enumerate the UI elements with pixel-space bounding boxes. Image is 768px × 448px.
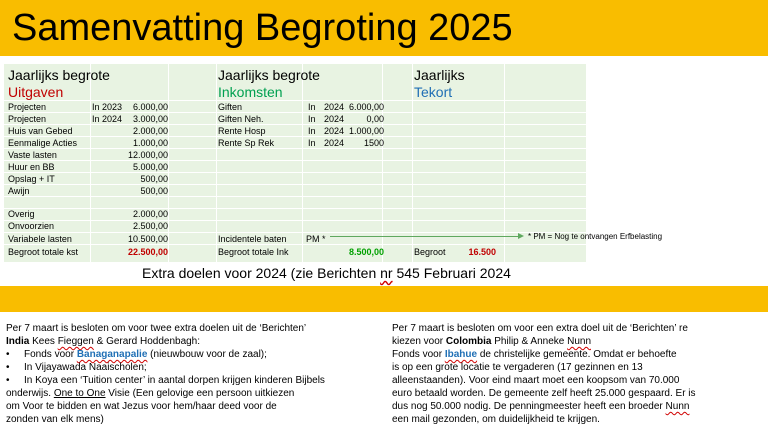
divider-banner bbox=[0, 286, 768, 312]
place-banaganapalie: Banaganapalie bbox=[76, 349, 148, 360]
right-text: Fonds voor bbox=[392, 349, 445, 360]
names-text: & Gerard Hoddenbagh: bbox=[93, 336, 201, 347]
uitgaven-total-label: Begroot totale kst bbox=[8, 247, 79, 257]
uitgaven-label: Huis van Gebed bbox=[8, 126, 73, 136]
inkomsten-label: Rente Sp Rek bbox=[218, 138, 275, 148]
table-gridline bbox=[4, 220, 586, 221]
country-colombia: Colombia bbox=[445, 336, 492, 347]
uitgaven-total-value: 22.500,00 bbox=[127, 247, 168, 257]
uitgaven-label: Vaste lasten bbox=[8, 150, 57, 160]
right-text: Philip & Anneke bbox=[491, 336, 568, 347]
table-gridline bbox=[4, 172, 586, 173]
inkomsten-total-label: Begroot totale Ink bbox=[218, 247, 289, 257]
uitgaven-value: 1.000,00 bbox=[132, 138, 168, 148]
right-line: euro betaald worden. De gemeente zelf heeft 25.000 gespaard. Er is bbox=[392, 388, 696, 399]
inkomsten-year: 2024 bbox=[324, 102, 345, 112]
uitgaven-value: 2.000,00 bbox=[132, 126, 168, 136]
incidentele-value: PM * bbox=[306, 234, 326, 244]
inkomsten-year: 2024 bbox=[324, 114, 345, 124]
bullet-icon: • bbox=[6, 362, 10, 373]
inkomsten-header: Inkomsten bbox=[218, 84, 283, 100]
uitgaven-label: Huur en BB bbox=[8, 162, 55, 172]
left-names-line bbox=[6, 335, 382, 348]
list-item bbox=[6, 348, 382, 361]
left-description bbox=[6, 322, 382, 426]
inkomsten-value: 0,00 bbox=[366, 114, 384, 124]
bullet-text: Visie (Een gelovige een persoon uitkiezen bbox=[105, 388, 295, 399]
inkomsten-value: 1500 bbox=[363, 138, 384, 148]
inkomsten-in: In bbox=[308, 102, 316, 112]
inkomsten-in: In bbox=[308, 138, 316, 148]
inkomsten-header-line1: Jaarlijks begrote bbox=[218, 67, 320, 83]
extra-title-nr: nr bbox=[380, 265, 393, 281]
uitgaven-value: 2.000,00 bbox=[132, 209, 168, 219]
inkomsten-year: 2024 bbox=[324, 126, 345, 136]
incidentele-label: Incidentele baten bbox=[218, 234, 287, 244]
uitgaven-label: Opslag + IT bbox=[8, 174, 55, 184]
name-fieggen: Fieggen bbox=[57, 336, 94, 347]
uitgaven-value: 500,00 bbox=[140, 174, 168, 184]
name-nunn: Nunn bbox=[567, 336, 591, 347]
country-india: India bbox=[6, 336, 30, 347]
pm-arrow-line bbox=[330, 236, 522, 237]
inkomsten-label: Giften bbox=[218, 102, 243, 112]
page-title: Samenvatting Begroting 2025 bbox=[12, 7, 513, 49]
table-gridline bbox=[4, 100, 586, 101]
tekort-total-value: 16.500 bbox=[468, 247, 496, 257]
uitgaven-note: In 2023 bbox=[92, 102, 123, 112]
uitgaven-value: 3.000,00 bbox=[132, 114, 168, 124]
inkomsten-label: Rente Hosp bbox=[218, 126, 266, 136]
title-banner bbox=[0, 0, 768, 56]
list-item bbox=[6, 361, 382, 374]
uitgaven-header-line1: Jaarlijks begrote bbox=[8, 67, 110, 83]
table-gridline bbox=[4, 244, 586, 245]
bullet-text: (nieuwbouw voor de zaal); bbox=[147, 349, 267, 360]
uitgaven-value: 10.500,00 bbox=[127, 234, 168, 244]
table-gridline bbox=[4, 160, 586, 161]
uitgaven-label: Projecten bbox=[8, 114, 47, 124]
list-item bbox=[6, 374, 382, 387]
uitgaven-value: 2.500,00 bbox=[132, 221, 168, 231]
inkomsten-in: In bbox=[308, 114, 316, 124]
inkomsten-value: 6.000,00 bbox=[348, 102, 384, 112]
uitgaven-value: 6.000,00 bbox=[132, 102, 168, 112]
uitgaven-label: Awijn bbox=[8, 186, 30, 196]
table-gridline bbox=[4, 232, 586, 233]
tekort-header-line1: Jaarlijks bbox=[414, 67, 465, 83]
uitgaven-label: Variabele lasten bbox=[8, 234, 72, 244]
inkomsten-total-value: 8.500,00 bbox=[348, 247, 384, 257]
table-gridline bbox=[4, 136, 586, 137]
uitgaven-value: 500,00 bbox=[140, 186, 168, 196]
bullet-text: onderwijs. bbox=[6, 388, 54, 399]
uitgaven-value: 12.000,00 bbox=[127, 150, 168, 160]
bullet-icon: • bbox=[6, 349, 10, 360]
table-gridline bbox=[4, 208, 586, 209]
extra-title-pre: Extra doelen voor 2024 (zie Berichten bbox=[142, 265, 381, 281]
right-line: alleenstaanden). Voor eind maart moet een koopsom van 70.000 bbox=[392, 375, 680, 386]
right-line: een mail gezonden, om duidelijkheid te krijgen. bbox=[392, 414, 600, 425]
inkomsten-year: 2024 bbox=[324, 138, 345, 148]
right-text: dus nog 50.000 nodig. De penningmeester heeft een broeder bbox=[392, 401, 666, 412]
inkomsten-in: In bbox=[308, 126, 316, 136]
uitgaven-label: Eenmalige Acties bbox=[8, 138, 78, 148]
extra-doelen-title bbox=[142, 264, 511, 282]
table-gridline bbox=[4, 196, 586, 197]
bullet-continuation: om Voor te bidden en wat Jezus voor hem/haar deed voor de bbox=[6, 401, 277, 412]
uitgaven-note: In 2024 bbox=[92, 114, 123, 124]
names-text: Kees bbox=[29, 336, 58, 347]
bullet-continuation: zonden van elk mens) bbox=[6, 414, 104, 425]
uitgaven-label: Overig bbox=[8, 209, 35, 219]
right-line bbox=[392, 400, 764, 413]
uitgaven-value: 5.000,00 bbox=[132, 162, 168, 172]
right-text: kiezen voor bbox=[392, 336, 446, 347]
inkomsten-value: 1.000,00 bbox=[348, 126, 384, 136]
table-gridline bbox=[4, 148, 586, 149]
name-nunn: Nunn bbox=[665, 401, 690, 412]
pm-note: * PM = Nog te ontvangen Erfbelasting bbox=[528, 232, 663, 241]
arrow-right-icon bbox=[518, 233, 524, 239]
right-text: de christelijke gemeente. Omdat er behoefte bbox=[477, 349, 677, 360]
bullet-icon: • bbox=[6, 375, 10, 386]
right-line bbox=[392, 348, 764, 361]
left-intro: Per 7 maart is besloten om voor twee extra doelen uit de ‘Berichten’ bbox=[6, 323, 307, 334]
table-gridline bbox=[4, 184, 586, 185]
bullet-text: In Vijayawada Naaischolen; bbox=[24, 362, 147, 373]
right-line bbox=[392, 335, 764, 348]
bullet-text: Fonds voor bbox=[24, 349, 77, 360]
budget-table bbox=[4, 64, 586, 262]
tekort-total-label: Begroot bbox=[414, 247, 446, 257]
place-ibahue: Ibahue bbox=[444, 349, 478, 360]
tekort-header: Tekort bbox=[414, 84, 453, 100]
inkomsten-label: Giften Neh. bbox=[218, 114, 264, 124]
right-line: is op een grote locatie te vergaderen (17 gezinnen en 13 bbox=[392, 362, 643, 373]
uitgaven-header: Uitgaven bbox=[8, 84, 64, 100]
right-line: Per 7 maart is besloten om voor een extra doel uit de ‘Berichten’ re bbox=[392, 323, 688, 334]
uitgaven-label: Onvoorzien bbox=[8, 221, 55, 231]
one-to-one: One to One bbox=[53, 388, 106, 399]
bullet-text: In Koya een ‘Tuition center’ in aantal dorpen krijgen kinderen Bijbels bbox=[24, 375, 325, 386]
uitgaven-label: Projecten bbox=[8, 102, 47, 112]
right-description bbox=[392, 322, 764, 426]
bullet-continuation bbox=[6, 387, 382, 400]
extra-title-post: 545 Februari 2024 bbox=[392, 265, 511, 281]
